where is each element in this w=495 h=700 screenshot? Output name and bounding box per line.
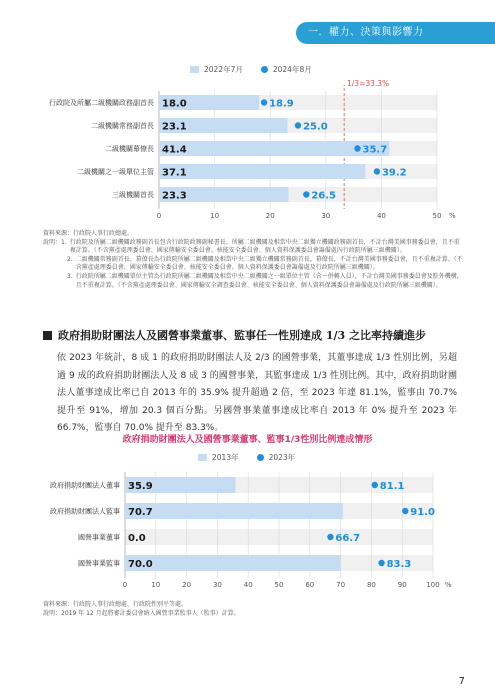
source-note: 資料來源：行政院人事行政總處、行政院性別平等處。 xyxy=(43,601,188,608)
note-row xyxy=(43,256,463,273)
chart2-title: 政府捐助財團法人及國營事業董事、監事1/3性別比例達成情形 xyxy=(122,435,373,445)
x-tick-label: 40 xyxy=(376,212,386,220)
dot-value-label: 81.1 xyxy=(379,481,405,492)
chart1-svg xyxy=(0,85,495,225)
dot-marker xyxy=(402,508,408,514)
square-bullet-icon xyxy=(43,331,52,340)
dot-marker xyxy=(372,482,378,488)
page-number: 7 xyxy=(458,676,465,687)
bar-swatch xyxy=(190,66,199,73)
category-label: 國營事業董事 xyxy=(78,533,120,542)
dot-marker xyxy=(261,99,267,105)
x-tick-label: 20 xyxy=(182,581,192,589)
x-tick-label: 10 xyxy=(210,212,220,220)
legend-label: 2024年8月 xyxy=(272,65,312,74)
x-tick-label: 40 xyxy=(243,581,253,589)
explanation-note: 說明：2019 年 12 月起將審計委員會納入國營事業監事人（監事）計算。 xyxy=(43,609,240,617)
section-heading xyxy=(43,327,463,343)
legend-item-2024 xyxy=(261,64,312,75)
category-label: 政府捐助財團法人董事 xyxy=(50,481,120,490)
bar xyxy=(125,555,341,571)
bar-value-label: 0.0 xyxy=(128,533,146,544)
category-label: 政府捐助財團法人監事 xyxy=(50,507,120,516)
category-label: 二級機關幕僚長 xyxy=(105,145,154,153)
note-num: 3. xyxy=(67,272,73,280)
category-label: 二級機關常務副首長 xyxy=(91,122,154,130)
source-note: 資料來源：行政院人事行政總處。 xyxy=(43,230,134,237)
chart2-svg xyxy=(0,468,495,596)
category-label: 二級機關之一級單位主管 xyxy=(77,168,154,176)
chart1-legend xyxy=(190,64,312,75)
dot-value-label: 66.7 xyxy=(335,533,361,544)
category-label: 國營事業監事 xyxy=(78,559,120,568)
bar-value-label: 23.3 xyxy=(162,190,187,202)
bar xyxy=(159,164,365,179)
x-tick-label: 50 xyxy=(432,212,442,220)
note-text: 二級機關常務副首長、幕僚長為行政院所屬二級機關及相當中央二級獨立機關常務副首長、幕僚長，不計台灣美國事務委員會，且不重複計算。（不含黨產處理委員會、國家傳輸安全委員會、核能安全委員會、個人資料保護委員會籌備處及行政院所屬三級機關）。 xyxy=(75,255,463,272)
x-tick-label: 90 xyxy=(397,581,407,589)
x-tick-label: 0 xyxy=(156,212,162,220)
x-tick-label: 30 xyxy=(321,212,331,220)
dot-value-label: 39.2 xyxy=(381,167,407,179)
dot-marker xyxy=(303,191,309,197)
x-tick-label: 60 xyxy=(305,581,315,589)
dot-swatch xyxy=(257,454,264,461)
note-row xyxy=(43,239,463,256)
bar-value-label: 37.1 xyxy=(162,167,187,179)
legend-label: 2023年 xyxy=(268,453,296,462)
dot-value-label: 35.7 xyxy=(362,144,388,156)
dot-value-label: 18.9 xyxy=(269,98,294,110)
x-tick-label: 10 xyxy=(151,581,161,589)
x-tick-label: 20 xyxy=(265,212,275,220)
note-row xyxy=(43,273,463,290)
bar-value-label: 35.9 xyxy=(128,481,153,492)
note-label: 說明： xyxy=(43,238,62,246)
dot-marker xyxy=(295,122,301,128)
x-tick-label: 0 xyxy=(122,581,128,589)
note-num: 1. xyxy=(61,238,67,246)
dot-value-label: 83.3 xyxy=(386,559,412,570)
bar-value-label: 70.7 xyxy=(128,507,153,518)
reference-line-label: 1/3=33.3% xyxy=(347,79,390,88)
legend-item-2022 xyxy=(190,64,243,75)
legend-label: 2022年7月 xyxy=(204,65,243,74)
section-tag: 一．權力、決策與影響力 xyxy=(296,22,495,44)
chart2-legend xyxy=(198,452,295,463)
dot-marker xyxy=(354,145,360,151)
x-tick-label: 70 xyxy=(336,581,346,589)
bar xyxy=(125,503,343,519)
dot-marker xyxy=(327,534,333,540)
dot-marker xyxy=(374,168,380,174)
bar-swatch xyxy=(198,454,207,461)
section-heading-text: 政府捐助財團法人及國營事業董事、監事任一性別達成 1/3 之比率持續進步 xyxy=(58,329,426,342)
dot-marker xyxy=(378,560,384,566)
x-tick-label: 50 xyxy=(274,581,284,589)
section-paragraph: 依 2023 年統計，8 成 1 的政府捐助財團法人及 2/3 的國營事業，其董事達成 1/3 性別比例，另超過 9 成的政府捐助財團法人及 8 成 3 的國營事業，其監事達成 1/3 性別比例。其中，政府捐助財團法人董事達成比率已自 2013 年的 35.9% 提升超過 2 倍，至 2023 年達 81.1%，監事由 70.7% 提升至 91%，增加 20.3 個百分點。另國營事業董事達成比率自 2013 年 0% 提升至 2023 年 66.7%，監事自 70.0% 提升至 83.3%。 xyxy=(57,353,457,433)
legend-item-2013 xyxy=(198,452,239,463)
note-text: 行政院所屬二級機關單位主管為行政院所屬二級機關及相當中央二級機關之一級單位主管（含一併轉入員），不計台灣美國事務委員會及駐外機構，且不重複計算。（不含黨產處理委員會、國家傳輸安全調查委員會、核能安全委員會、個人資料保護委員會籌備處及行政院所屬三級機關）。 xyxy=(75,272,463,289)
legend-item-2023 xyxy=(257,452,296,463)
x-tick-label: 80 xyxy=(366,581,376,589)
legend-label: 2013年 xyxy=(212,453,239,462)
category-label: 三級機關首長 xyxy=(112,191,154,199)
dot-value-label: 25.0 xyxy=(303,121,328,133)
bar-value-label: 23.1 xyxy=(162,121,187,133)
dot-value-label: 26.5 xyxy=(311,190,337,202)
x-unit-label: % xyxy=(445,581,452,589)
x-unit-label: % xyxy=(449,212,456,220)
x-tick-label: 100 xyxy=(426,581,440,589)
bar-value-label: 70.0 xyxy=(128,559,153,570)
category-label: 行政院及所屬二級機關政務副首長 xyxy=(49,99,154,107)
x-tick-label: 30 xyxy=(212,581,222,589)
chart2-notes xyxy=(43,601,463,618)
chart1-notes xyxy=(43,230,463,290)
dot-value-label: 91.0 xyxy=(410,507,435,518)
dot-swatch xyxy=(261,66,268,73)
bar-value-label: 18.0 xyxy=(162,98,187,110)
note-text: 行政院及所屬二級機關政務副首長包含行政院政務副秘書長、所屬二級機關及相當中央二級獨立機關政務副首長，不計台灣美國事務委員會，且不重複計算。（不含黨產處理委員會、國家傳輸安全委員會、核能安全委員會、個人資料保護委員會籌備處內行政院所屬三級機關）。 xyxy=(69,238,460,255)
bar-value-label: 41.4 xyxy=(162,144,187,156)
note-num: 2. xyxy=(67,255,73,263)
